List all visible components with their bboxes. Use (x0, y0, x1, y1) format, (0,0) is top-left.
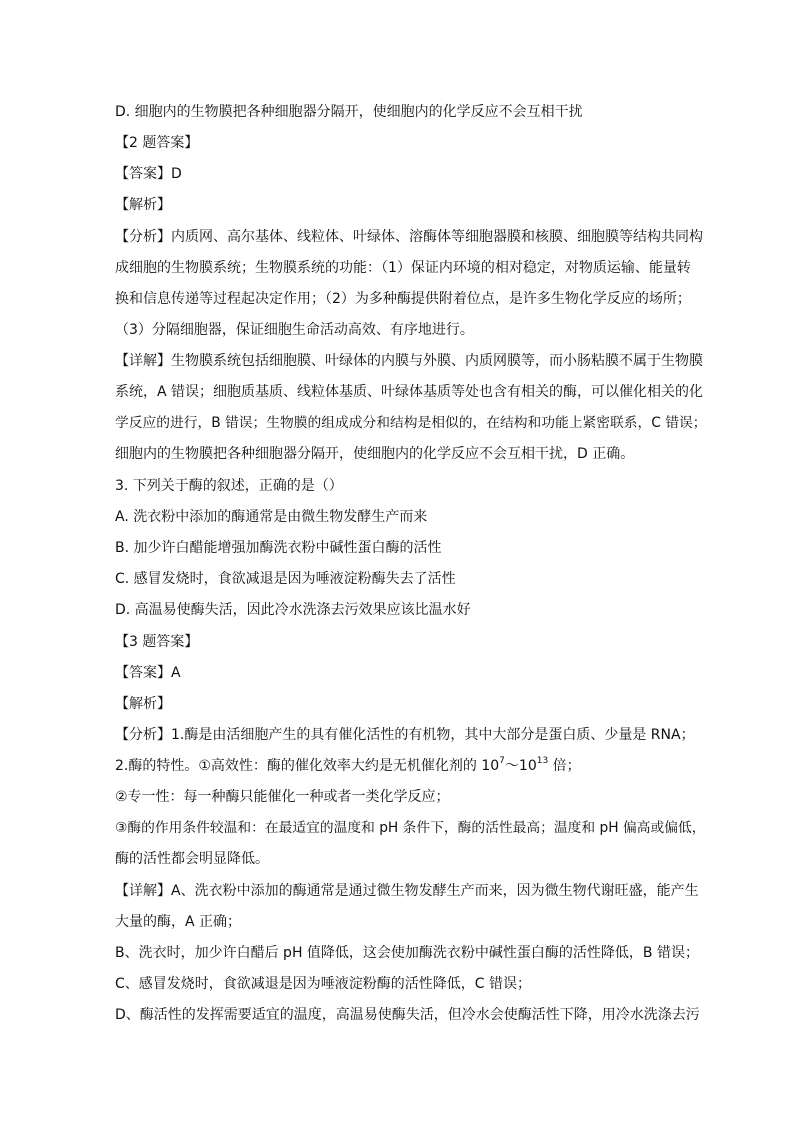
analysis-q3-line-2 (115, 756, 715, 776)
answer-header-q2: 【2 题答案】 (115, 135, 199, 151)
answer-q2: 【答案】D (115, 166, 182, 182)
option-d-q3: D. 高温易使酶失活，因此冷水洗涤去污效果应该比温水好 (115, 602, 471, 618)
analysis-line-1: 【分析】内质网、高尔基体、线粒体、叶绿体、溶酶体等细胞器膜和核膜、细胞膜等结构共同构 (115, 229, 703, 245)
analysis-q3-line-5: 酶的活性都会明显降低。 (115, 851, 269, 867)
explanation-header-q3: 【解析】 (115, 696, 171, 712)
explanation-header-q2: 【解析】 (115, 197, 171, 213)
answer-header-q3: 【3 题答案】 (115, 634, 199, 650)
times-text: 倍； (548, 758, 581, 774)
analysis-line-4: （3）分隔细胞器，保证细胞生命活动高效、有序地进行。 (115, 322, 474, 338)
detail-line-1: 【详解】生物膜系统包括细胞膜、叶绿体的内膜与外膜、内质网膜等，而小肠粘膜不属于生物膜 (115, 353, 703, 369)
option-d-q2: D. 细胞内的生物膜把各种细胞器分隔开，使细胞内的化学反应不会互相干扰 (115, 104, 583, 120)
option-a-q3: A. 洗衣粉中添加的酶通常是由微生物发酵生产而来 (115, 509, 428, 525)
analysis-line-2: 成细胞的生物膜系统；生物膜系统的功能：（1）保证内环境的相对稳定，对物质运输、能量转 (115, 260, 691, 276)
detail-line-4: 细胞内的生物膜把各种细胞器分隔开，使细胞内的化学反应不会互相干扰，D 正确。 (115, 446, 635, 462)
option-c-q3: C. 感冒发烧时，食欲减退是因为唾液淀粉酶失去了活性 (115, 571, 456, 587)
detail-q3-line-5: D、酶活性的发挥需要适宜的温度，高温易使酶失活，但冷水会使酶活性下降，用冷水洗涤去污 (115, 1007, 700, 1023)
detail-q3-line-2: 大量的酶，A 正确； (115, 914, 242, 930)
enzyme-traits-text: 2.酶的特性。①高效性：酶的催化效率大约是无机催化剂的 10 (115, 758, 500, 774)
option-b-q3: B. 加少许白醋能增强加酶洗衣粉中碱性蛋白酶的活性 (115, 540, 442, 556)
question-3-stem: 3. 下列关于酶的叙述，正确的是（） (115, 478, 343, 494)
range-text: ～10 (504, 758, 537, 774)
answer-q3: 【答案】A (115, 665, 181, 681)
detail-line-3: 学反应的进行，B 错误；生物膜的组成成分和结构是相似的，在结构和功能上紧密联系，C 错误； (115, 415, 707, 431)
detail-q3-line-3: B、洗衣时，加少许白醋后 pH 值降低，这会使加酶洗衣粉中碱性蛋白酶的活性降低，B 错误； (115, 945, 699, 961)
exponent-13: 13 (536, 756, 549, 767)
exponent-7: 7 (499, 756, 505, 767)
detail-line-2: 系统，A 错误；细胞质基质、线粒体基质、叶绿体基质等处也含有相关的酶，可以催化相关的化 (115, 384, 704, 400)
detail-q3-line-1: 【详解】A、洗衣粉中添加的酶通常是通过微生物发酵生产而来，因为微生物代谢旺盛，能产生 (115, 883, 699, 899)
analysis-line-3: 换和信息传递等过程起决定作用；（2）为多种酶提供附着位点，是许多生物化学反应的场所； (115, 291, 691, 307)
analysis-q3-line-4: ③酶的作用条件较温和：在最适宜的温度和 pH 条件下，酶的活性最高；温度和 pH 偏高或偏低， (115, 820, 706, 836)
analysis-q3-line-3: ②专一性：每一种酶只能催化一种或者一类化学反应； (115, 789, 450, 805)
analysis-q3-line-1: 【分析】1.酶是由活细胞产生的具有催化活性的有机物，其中大部分是蛋白质、少量是 RNA； (115, 727, 695, 743)
detail-q3-line-4: C、感冒发烧时，食欲减退是因为唾液淀粉酶的活性降低，C 错误； (115, 976, 531, 992)
